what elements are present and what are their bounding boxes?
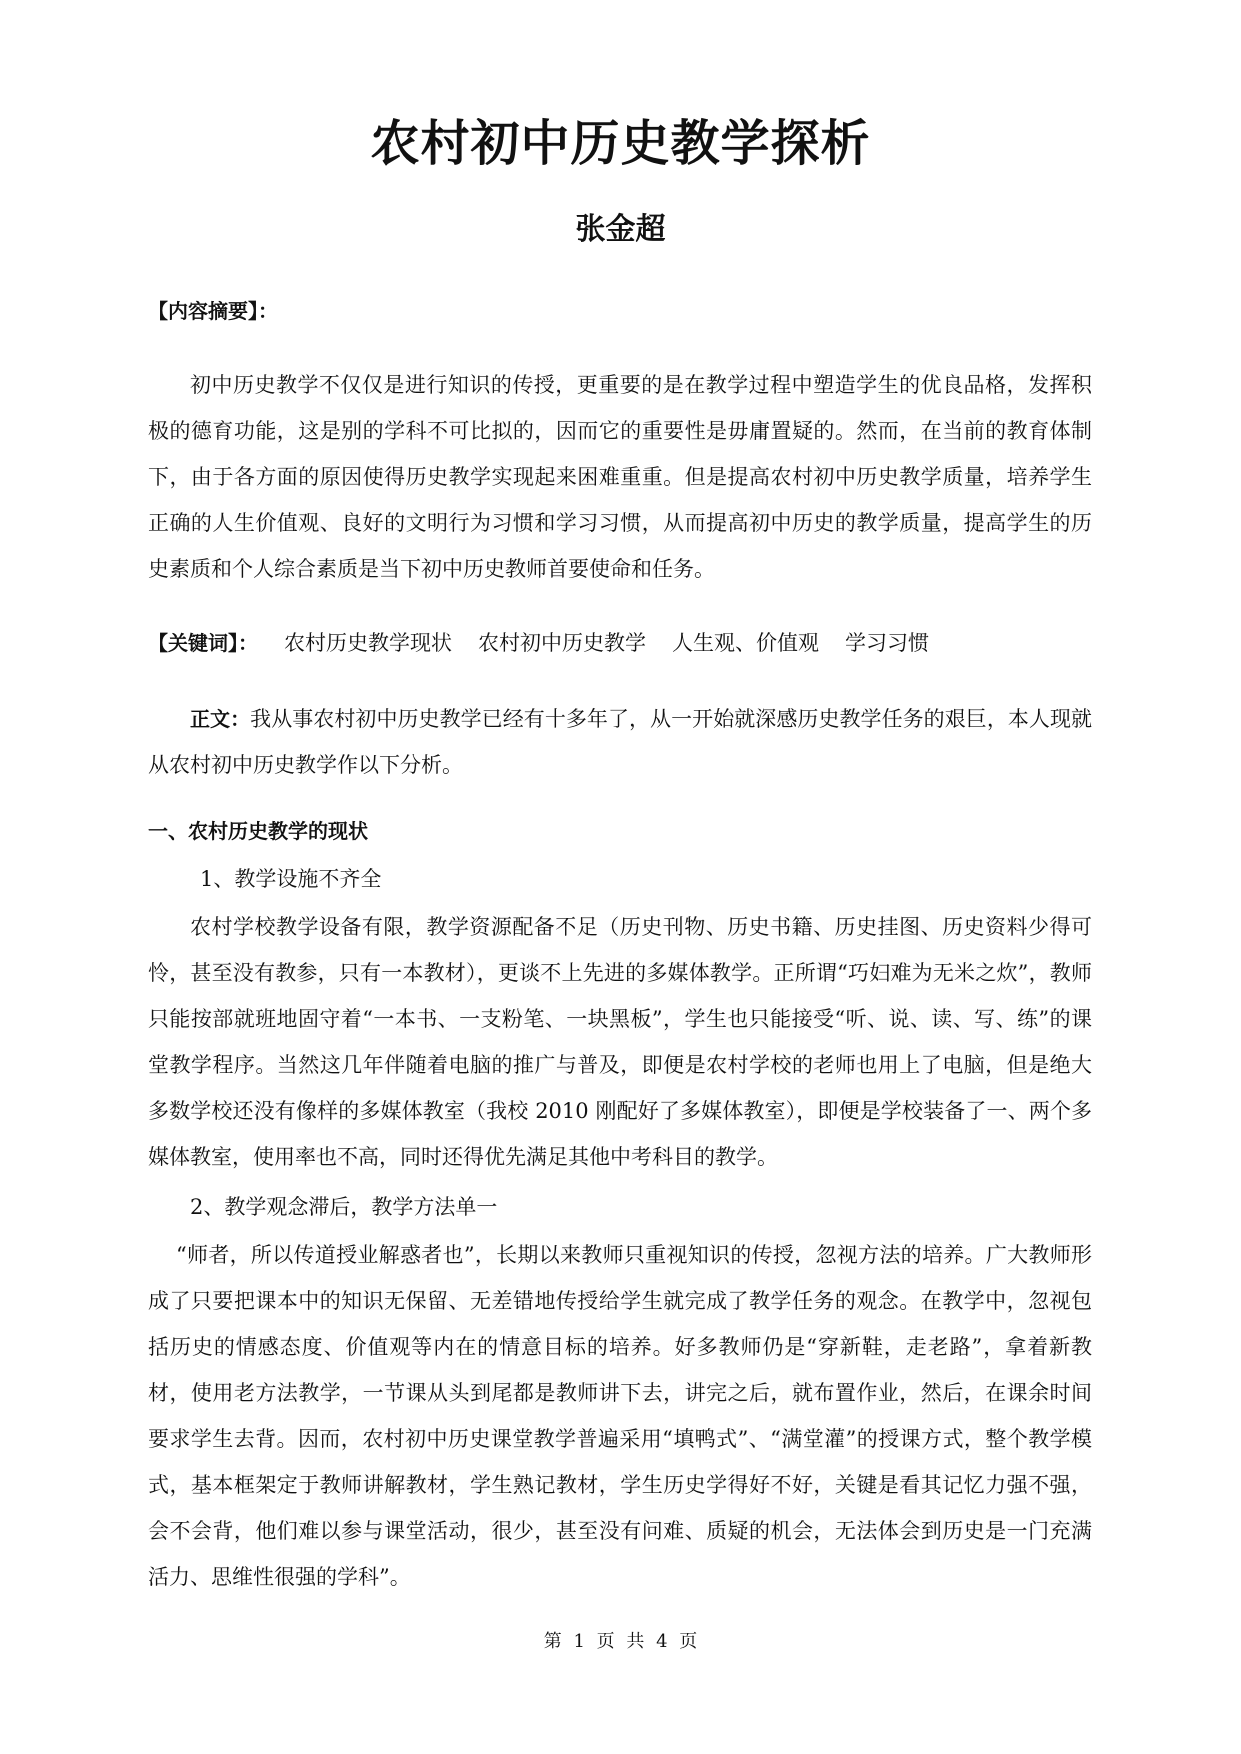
author-name: 张金超 bbox=[575, 212, 666, 247]
keywords-label: 【关键词】： bbox=[148, 631, 258, 655]
keyword: 人生观、价值观 bbox=[672, 631, 819, 655]
abstract-label: 【内容摘要】： bbox=[148, 299, 278, 323]
body-paragraph: “师者，所以传道授业解惑者也”，长期以来教师只重视知识的传授，忽视方法的培养。广大教师形成了只要把课本中的知识无保留、无差错地传授给学生就完成了教学任务的观念。在教学中，忽视包括历史的情感态度、价值观等内在的情意目标的培养。好多教师仍是“穿新鞋，走老路”，拿着新教材，使用老方法教学，一节课从头到尾都是教师讲下去，讲完之后，就布置作业，然后，在课余时间要求学生去背。因而，农村初中历史课堂教学普遍采用“填鸭式”、“满堂灌”的授课方式，整个教学模式，基本框架定于教师讲解教材，学生熟记教材，学生历史学得好不好，关键是看其记忆力强不强，会不会背，他们难以参与课堂活动，很少，甚至没有问难、质疑的机会，无法体会到历史是一门充满活力、思维性很强的学科”。 bbox=[148, 1243, 1092, 1589]
subsection-heading: 2、教学观念滞后，教学方法单一 bbox=[190, 1195, 498, 1219]
keyword: 农村初中历史教学 bbox=[478, 631, 646, 655]
page-footer: 第 1 页 共 4 页 bbox=[543, 1631, 698, 1652]
abstract-paragraph: 初中历史教学不仅仅是进行知识的传授，更重要的是在教学过程中塑造学生的优良品格，发挥积极的德育功能，这是别的学科不可比拟的，因而它的重要性是毋庸置疑的。然而，在当前的教育体制下，由于各方面的原因使得历史教学实现起来困难重重。但是提高农村初中历史教学质量，培养学生正确的人生价值观、良好的文明行为习惯和学习习惯，从而提高初中历史的教学质量，提高学生的历史素质和个人综合素质是当下初中历史教师首要使命和任务。 bbox=[148, 373, 1092, 581]
body-paragraph: 农村学校教学设备有限，教学资源配备不足（历史刊物、历史书籍、历史挂图、历史资料少得可怜，甚至没有教参，只有一本教材），更谈不上先进的多媒体教学。正所谓“巧妇难为无米之炊”，教师只能按部就班地固守着“一本书、一支粉笔、一块黑板”，学生也只能接受“听、说、读、写、练”的课堂教学程序。当然这几年伴随着电脑的推广与普及，即便是农村学校的老师也用上了电脑，但是绝大多数学校还没有像样的多媒体教室（我校 2010 刚配好了多媒体教室），即便是学校装备了一、两个多媒体教室，使用率也不高，同时还得优先满足其他中考科目的教学。 bbox=[148, 915, 1092, 1169]
subsection-heading: 1、教学设施不齐全 bbox=[200, 867, 382, 891]
keyword: 学习习惯 bbox=[845, 631, 929, 655]
intro-paragraph bbox=[148, 696, 1092, 788]
section-heading: 一、农村历史教学的现状 bbox=[148, 819, 368, 843]
keyword: 农村历史教学现状 bbox=[284, 631, 452, 655]
intro-lead: 正文： bbox=[190, 707, 251, 731]
document-title: 农村初中历史教学探析 bbox=[370, 115, 871, 172]
intro-text: 我从事农村初中历史教学已经有十多年了，从一开始就深感历史教学任务的艰巨，本人现就从农村初中历史教学作以下分析。 bbox=[148, 707, 1093, 777]
keywords-line bbox=[148, 628, 929, 658]
